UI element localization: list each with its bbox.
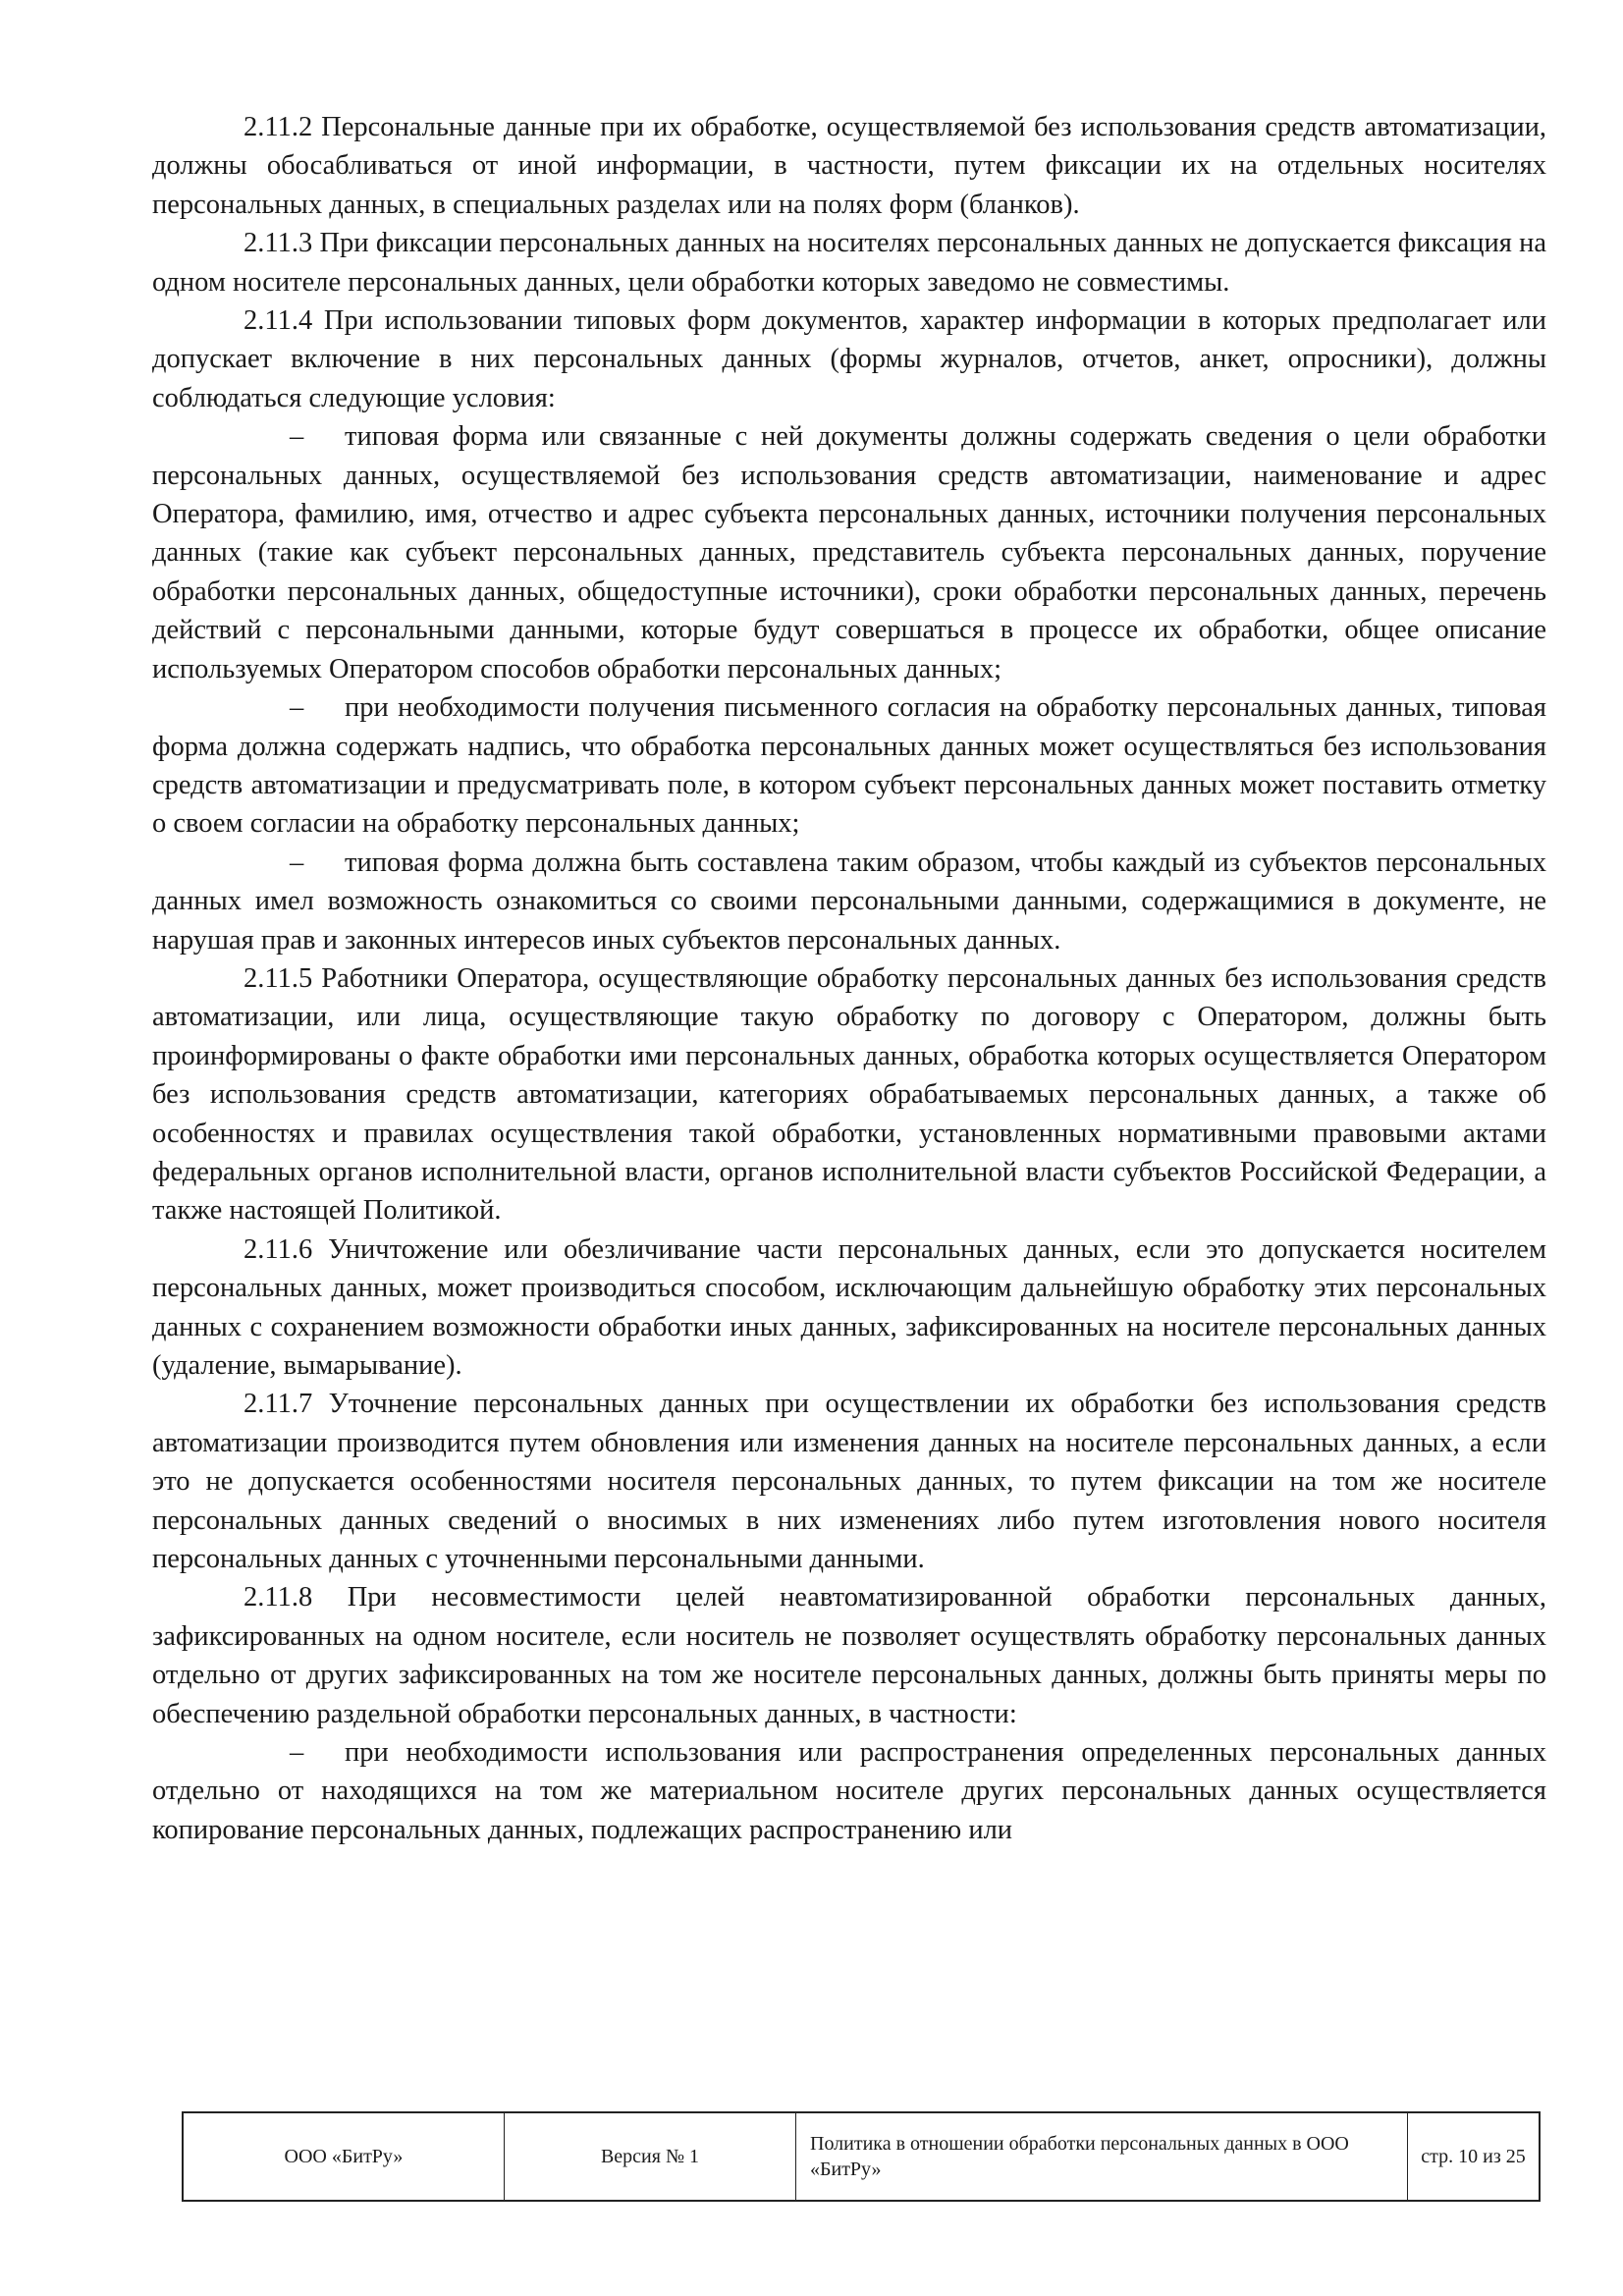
- bullet-dash: –: [290, 1737, 304, 1769]
- bullet-item: [152, 1733, 1546, 1849]
- bullet-dash: –: [290, 421, 304, 453]
- paragraph: [152, 301, 1546, 417]
- paragraph: [152, 224, 1546, 301]
- footer-doc-title: Политика в отношении обработки персональных данных в ООО «БитРу»: [796, 2113, 1408, 2200]
- paragraph-text: типовая форма должна быть составлена таким образом, чтобы каждый из субъектов персональных данных имел возможность ознакомиться со своими персональными данными, содержащимися в документе, не нарушая прав и законных интересов иных субъектов персональных данных.: [152, 847, 1546, 956]
- paragraph-text: типовая форма или связанные с ней документы должны содержать сведения о цели обработки персональных данных, осуществляемой без использования средств автоматизации, наименование и адрес Оператора, фамилию, имя, отчество и адрес субъекта персональных данных, источники получения персональных данных (такие как субъект персональных данных, представитель субъекта персональных данных, поручение обработки персональных данных, общедоступные источники), сроки обработки персональных данных, перечень действий с персональными данными, которые будут совершаться в процессе их обработки, общее описание используемых Оператором способов обработки персональных данных;: [152, 421, 1546, 684]
- bullet-item: [152, 688, 1546, 844]
- paragraph-text: при необходимости получения письменного согласия на обработку персональных данных, типовая форма должна содержать надпись, что обработка персональных данных может осуществляться без использования средств автоматизации и предусматривать поле, в котором субъект персональных данных может поставить отметку о своем согласии на обработку персональных данных;: [152, 692, 1546, 840]
- paragraph: [152, 959, 1546, 1230]
- paragraph: [152, 108, 1546, 224]
- footer-table: [182, 2111, 1541, 2202]
- paragraph-text: 2.11.3 При фиксации персональных данных на носителях персональных данных не допускается фиксация на одном носителе персональных данных, цели обработки которых заведомо не совместимы.: [152, 228, 1546, 298]
- paragraph-text: при необходимости использования или распространения определенных персональных данных отдельно от находящихся на том же материальном носителе других персональных данных осуществляется копирование персональных данных, подлежащих распространению или: [152, 1737, 1546, 1845]
- paragraph-text: 2.11.6 Уничтожение или обезличивание части персональных данных, если это допускается носителем персональных данных, может производиться способом, исключающим дальнейшую обработку этих персональных данных с сохранением возможности обработки иных данных, зафиксированных на носителе персональных данных (удаление, вымарывание).: [152, 1233, 1546, 1381]
- paragraph-text: 2.11.2 Персональные данные при их обработке, осуществляемой без использования средств автоматизации, должны обосабливаться от иной информации, в частности, путем фиксации их на отдельных носителях персональных данных, в специальных разделах или на полях форм (бланков).: [152, 112, 1546, 220]
- bullet-dash: –: [290, 847, 304, 878]
- paragraph-text: 2.11.5 Работники Оператора, осуществляющие обработку персональных данных без использования средств автоматизации, или лица, осуществляющие такую обработку по договору с Оператором, должны быть проинформированы о факте обработки ими персональных данных, обработка которых осуществляется Оператором без использования средств автоматизации, категориях обрабатываемых персональных данных, а также об особенностях и правилах осуществления такой обработки, установленных нормативными правовыми актами федеральных органов исполнительной власти, органов исполнительной власти субъектов Российской Федерации, а также настоящей Политикой.: [152, 962, 1546, 1227]
- paragraph: [152, 1230, 1546, 1386]
- footer-page-number: стр. 10 из 25: [1421, 2146, 1526, 2167]
- footer-company: ООО «БитРу»: [184, 2113, 505, 2200]
- bullet-dash: –: [290, 692, 304, 724]
- footer-version: Версия № 1: [505, 2113, 796, 2200]
- bullet-item: [152, 417, 1546, 688]
- paragraph: [152, 1385, 1546, 1578]
- paragraph: [152, 1578, 1546, 1733]
- bullet-item: [152, 844, 1546, 959]
- document-body: [152, 108, 1546, 1849]
- paragraph-text: 2.11.7 Уточнение персональных данных при осуществлении их обработки без использования средств автоматизации производится путем обновления или изменения данных на носителе персональных данных, а если это не допускается особенностями носителя персональных данных, то путем фиксации на том же носителе персональных данных сведений о вносимых в них изменениях либо путем изготовления нового носителя персональных данных с уточненными персональными данными.: [152, 1389, 1546, 1575]
- paragraph-text: 2.11.8 При несовместимости целей неавтоматизированной обработки персональных данных, зафиксированных на одном носителе, если носитель не позволяет осуществлять обработку персональных данных отдельно от других зафиксированных на том же носителе персональных данных, должны быть приняты меры по обеспечению раздельной обработки персональных данных, в частности:: [152, 1582, 1546, 1729]
- paragraph-text: 2.11.4 При использовании типовых форм документов, характер информации в которых предполагает или допускает включение в них персональных данных (формы журналов, отчетов, анкет, опросники), должны соблюдаться следующие условия:: [152, 305, 1546, 413]
